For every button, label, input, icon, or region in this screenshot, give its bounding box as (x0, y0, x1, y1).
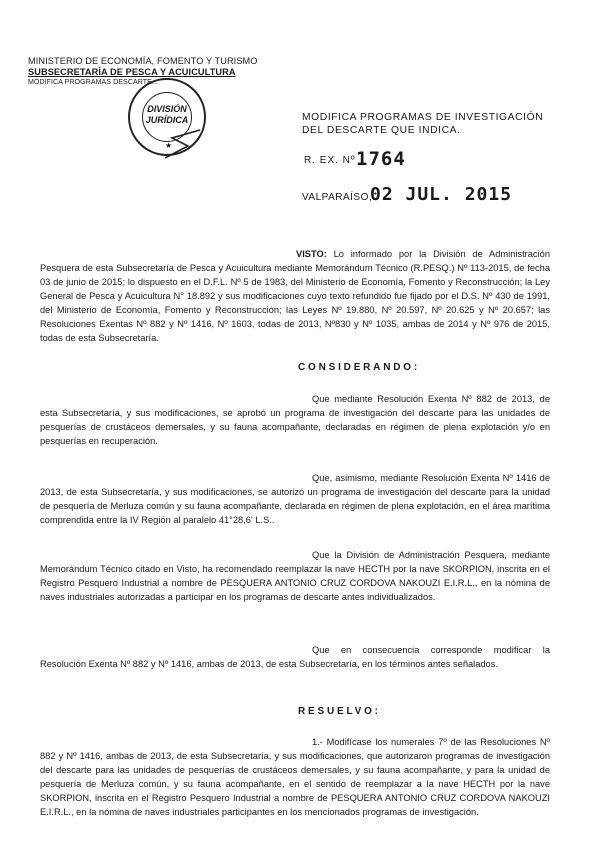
considerando-text-2: Que, asimismo, mediante Resolución Exenta Nº 1416 de 2013, de esta Subsecretaría, y sus modificaciones, se autorizó un programa de investigación del descarte para la unidad de pesquería de Merluza común y su fauna acompañante, declarada en régimen de plena explotación, en el área marítima comprendida entre la IV Región al paralelo 41°28,6' L.S.. (40, 473, 550, 525)
subsecretaria-name: SUBSECRETARÍA DE PESCA Y ACUICULTURA (28, 67, 236, 77)
stamp-star-icon: ★ (165, 141, 173, 150)
visto-body: Lo informado por la División de Administración Pesquera de esta Subsecretaría de Pesca y Acuicultura mediante Memorándum Técnico (R.PESQ.) Nº 113-2015, de fecha 03 de junio de 2015; lo dispuesto en el D.F.L. Nº 5 de 1983, del Ministerio de Economía, Fomento y Reconstrucción; la Ley General de Pesca y Acuicultura N° 18.892 y sus modificaciones cuyo texto refundido fue fijado por el D.S. Nº 430 de 1991, del Ministerio de Economía, Fomento y Reconstrucción; las Leyes Nº 19.880, Nº 20.597, Nº 20.625 y Nº 20.657; las Resoluciones Exentas Nº 882 y Nº 1416, Nº 1603, todas de 2013, Nº830 y Nº 1035, ambas de 2014 y Nº 976 de 2015, todas de esta Subsecretaría. (40, 249, 550, 343)
considerando-paragraph-3 (40, 548, 550, 604)
considerando-paragraph-2 (40, 471, 550, 527)
stamp-text: DIVISIÓN JURÍDICA (145, 104, 189, 125)
resuelvo-heading: RESUELVO: (298, 706, 381, 717)
considerando-text-4: Que en consecuencia corresponde modificar la Resolución Exenta Nº 882 y Nº 1416, ambas de 2013, de esta Subsecretaría, en los términos antes señalados. (40, 645, 550, 669)
resolution-label: R. EX. Nº (304, 155, 356, 166)
resolution-place: VALPARAÍSO, (302, 192, 373, 203)
considerando-text-3: Que la División de Administración Pesquera, mediante Memorándum Técnico citado en Visto, ha recomendado reemplazar la nave HECTH por la nave SKORPION, inscrita en el Registro Pesquero Industrial a nombre de PESQUERA ANTONIO CRUZ CORDOVA NAKOUZI E.I.R.L., en la nómina de naves industriales autorizadas a participar en los programas de descarte antes individualizados. (40, 550, 550, 602)
resolution-date: 02 JUL. 2015 (370, 184, 513, 205)
letterhead-subtitle: MODIFICA PROGRAMAS DESCARTE... (28, 79, 159, 86)
resuelvo-text-1: 1.- Modifícase los numerales 7º de las Resoluciones Nº 882 y Nº 1416, ambas de 2013, de esta Subsecretaría, y sus modificaciones, que autorizaron programas de investigación del descarte para las unidades de pesquerías de crustáceos demersales, y su fauna acompañante, y para la unidad de pesquería de Merluza común, y su fauna acompañante, en el sentido de reemplazar a la nave HECTH por la nave SKORPION, inscrita en el Registro Pesquero Industrial a nombre de PESQUERA ANTONIO CRUZ CORDOVA NAKOUZI E.I.R.L., en la nómina de naves industriales participantes en los mencionados programas de investigación. (40, 737, 550, 817)
considerando-text-1: Que mediante Resolución Exenta Nº 882 de 2013, de esta Subsecretaría, y sus modificaciones, se aprobó un programa de investigación del descarte para las unidades de pesquerías de crustáceos demersales, y su fauna acompañante, declaradas en régimen de plena explotación y/o en pesquerías en recuperación. (40, 394, 550, 446)
signature-mark (160, 108, 220, 168)
considerando-heading: CONSIDERANDO: (298, 362, 420, 373)
considerando-paragraph-4 (40, 643, 550, 671)
considerando-paragraph-1 (40, 392, 550, 448)
document-title: MODIFICA PROGRAMAS DE INVESTIGACIÓN DEL DESCARTE QUE INDICA. (302, 112, 544, 136)
visto-lead: VISTO: (296, 249, 327, 259)
visto-paragraph (40, 247, 550, 345)
resolution-number: 1764 (356, 148, 406, 170)
ministry-name: MINISTERIO DE ECONOMÍA, FOMENTO Y TURISMO (28, 56, 258, 66)
resuelvo-paragraph-1 (40, 735, 550, 819)
